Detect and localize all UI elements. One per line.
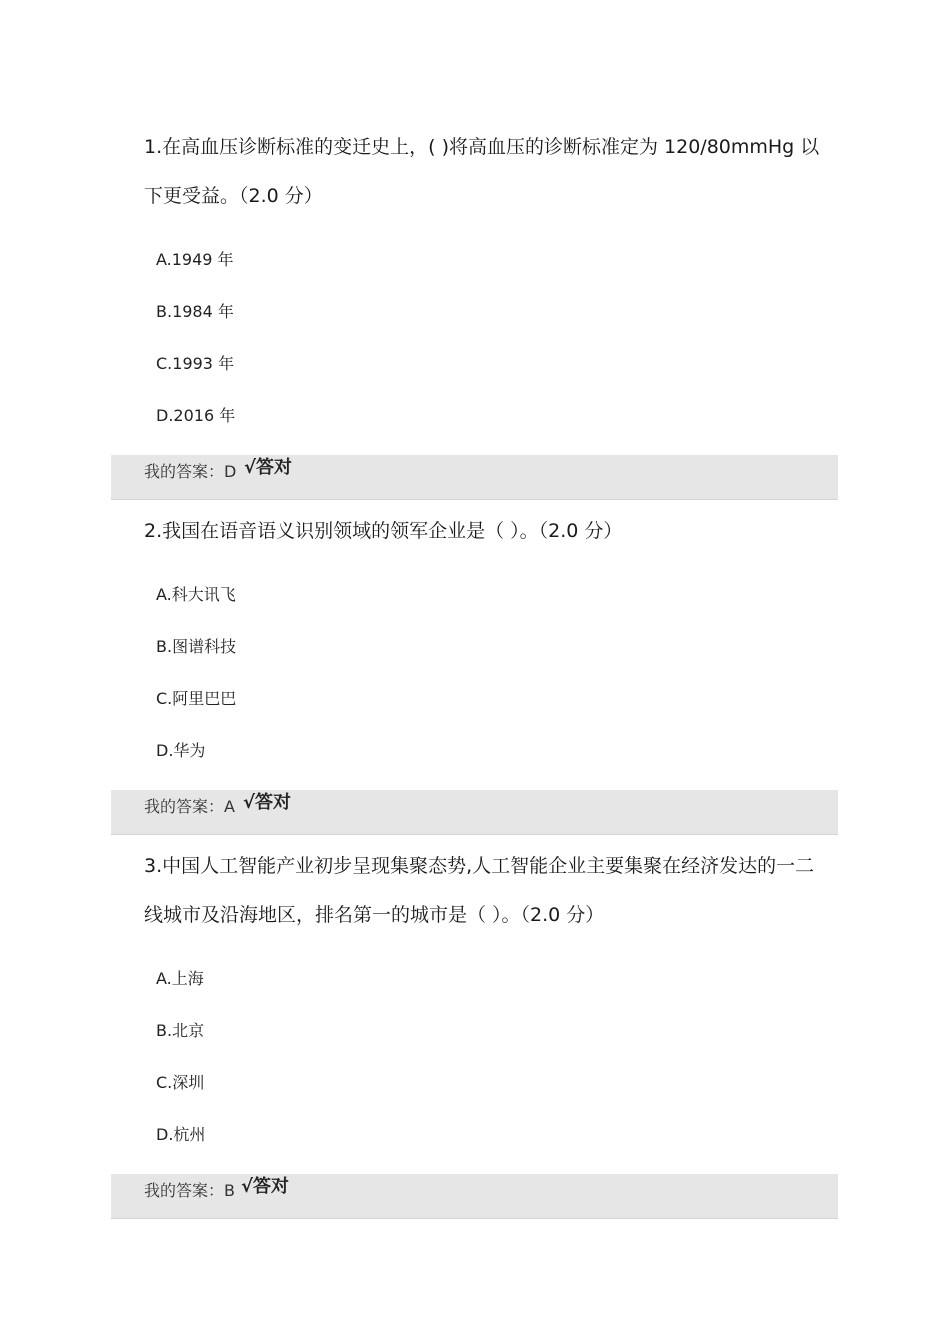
- question-1-option-c[interactable]: C.1993 年: [156, 354, 235, 373]
- question-1-option-d[interactable]: D.2016 年: [156, 406, 236, 425]
- question-2-option-c[interactable]: C.阿里巴巴: [156, 689, 237, 708]
- question-3-text: 3.中国人工智能产业初步呈现集聚态势,人工智能企业主要集聚在经济发达的一二线城市及沿海地区，排名第一的城市是（ ）。（2.0 分）: [144, 855, 815, 926]
- question-3-answer-box: [111, 1174, 838, 1219]
- question-2-option-a[interactable]: A.科大讯飞: [156, 585, 236, 604]
- question-3-option-b[interactable]: B.北京: [156, 1021, 205, 1040]
- question-1-result: √答对: [244, 457, 293, 478]
- question-3-option-a[interactable]: A.上海: [156, 969, 204, 988]
- question-2-text: 2.我国在语音语义识别领域的领军企业是（ ）。（2.0 分）: [144, 520, 623, 542]
- question-2-answer-box: [111, 790, 838, 835]
- question-1-answer-box: [111, 455, 838, 500]
- question-2-result: √答对: [243, 792, 292, 813]
- question-1-text: 1.在高血压诊断标准的变迁史上，( )将高血压的诊断标准定为 120/80mmHg 以下更受益。（2.0 分）: [144, 136, 820, 207]
- question-1-my-answer: 我的答案：D: [144, 462, 237, 481]
- question-3-my-answer: 我的答案：B: [144, 1181, 235, 1200]
- question-2-option-b[interactable]: B.图谱科技: [156, 637, 237, 656]
- question-3-option-c[interactable]: C.深圳: [156, 1073, 205, 1092]
- question-3-option-d[interactable]: D.杭州: [156, 1125, 206, 1144]
- question-2-my-answer: 我的答案：A: [144, 797, 235, 816]
- question-1-option-b[interactable]: B.1984 年: [156, 302, 234, 321]
- question-1-option-a[interactable]: A.1949 年: [156, 250, 234, 269]
- question-3-result: √答对: [241, 1176, 290, 1197]
- question-2-option-d[interactable]: D.华为: [156, 741, 206, 760]
